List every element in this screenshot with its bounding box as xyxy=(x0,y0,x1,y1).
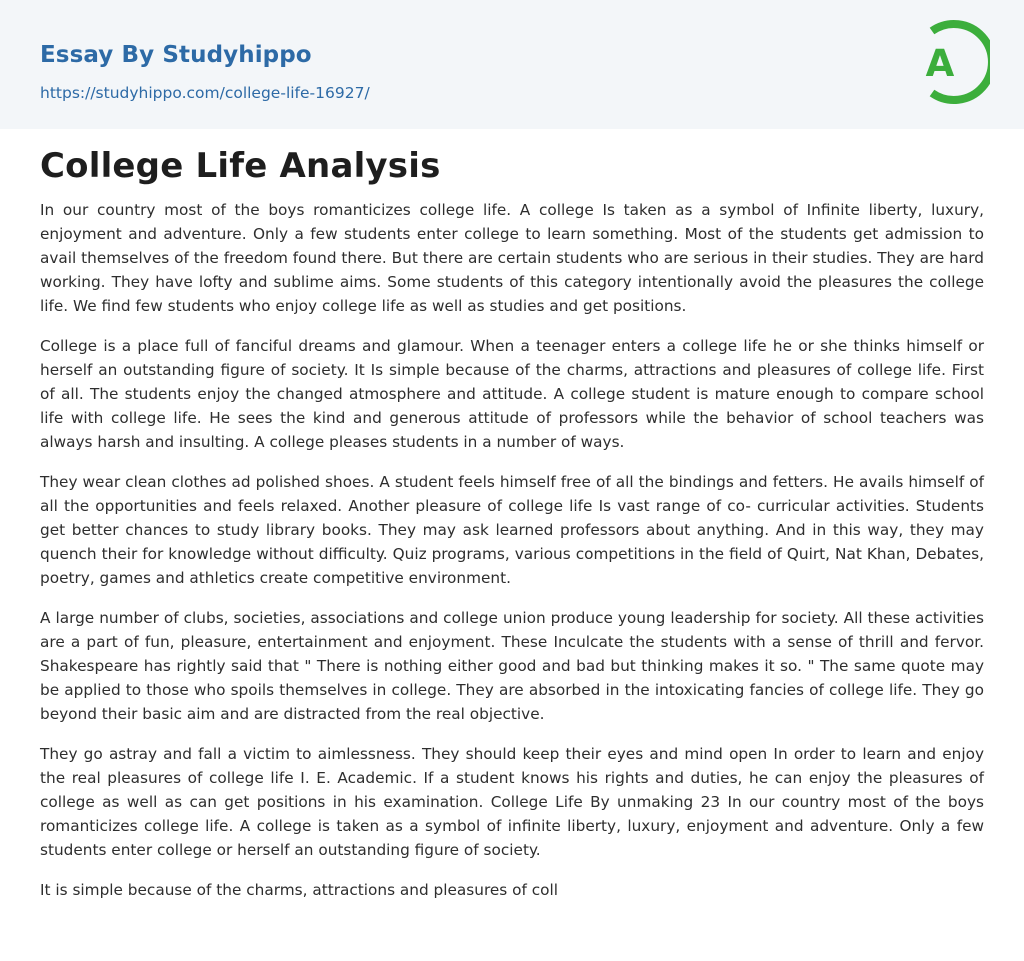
site-header xyxy=(0,0,1024,129)
paragraph-1: In our country most of the boys romanticizes college life. A college Is taken as a symbol of Infinite liberty, luxury, enjoyment and adventure. Only a few students enter college to learn something. Most of the students get admission to avail themselves of the freedom found there. But there are certain students who are serious in their studies. They are hard working. They have lofty and sublime aims. Some students of this category intentionally avoid the pleasures the college life. We find few students who enjoy college life as well as studies and get positions. xyxy=(40,201,984,315)
source-url-link[interactable]: https://studyhippo.com/college-life-16927/ xyxy=(40,84,370,102)
page-title: College Life Analysis xyxy=(40,146,441,186)
paragraph-2: College is a place full of fanciful dreams and glamour. When a teenager enters a college life he or she thinks himself or herself an outstanding figure of society. It Is simple because of the charms, attractions and pleasures of college life. First of all. The students enjoy the changed atmosphere and attitude. A college student is mature enough to compare school life with college life. He sees the kind and generous attitude of professors while the behavior of school teachers was always harsh and insulting. A college pleases students in a number of ways. xyxy=(40,337,984,451)
article xyxy=(40,146,984,918)
paragraph-4: A large number of clubs, societies, associations and college union produce young leadership for society. All these activities are a part of fun, pleasure, entertainment and enjoyment. These Inculcate the students with a sense of thrill and fervor. Shakespeare has rightly said that " There is nothing either good and bad but thinking makes it so. " The same quote may be applied to those who spoils themselves in college. They are absorbed in the intoxicating fancies of college life. They go beyond their basic aim and are distracted from the real objective. xyxy=(40,609,984,723)
paragraph-6: It is simple because of the charms, attractions and pleasures of coll xyxy=(40,881,559,899)
studyhippo-logo-icon[interactable] xyxy=(910,17,990,107)
logo-letter: A xyxy=(925,42,955,85)
paragraph-3: They wear clean clothes ad polished shoes. A student feels himself free of all the bindings and fetters. He avails himself of all the opportunities and feels relaxed. Another pleasure of college life Is vast range of co- curricular activities. Students get better chances to study library books. They may ask learned professors about anything. And in this way, they may quench their for knowledge without difficulty. Quiz programs, various competitions in the field of Quirt, Nat Khan, Debates, poetry, games and athletics create competitive environment. xyxy=(40,473,984,587)
brand-title[interactable]: Essay By Studyhippo xyxy=(40,42,312,68)
paragraph-5: They go astray and fall a victim to aimlessness. They should keep their eyes and mind open In order to learn and enjoy the real pleasures of college life I. E. Academic. If a student knows his rights and duties, he can enjoy the pleasures of college as well as can get positions in his examination. College Life By unmaking 23 In our country most of the boys romanticizes college life. A college is taken as a symbol of infinite liberty, luxury, enjoyment and adventure. Only a few students enter college or herself an outstanding figure of society. xyxy=(40,745,984,859)
